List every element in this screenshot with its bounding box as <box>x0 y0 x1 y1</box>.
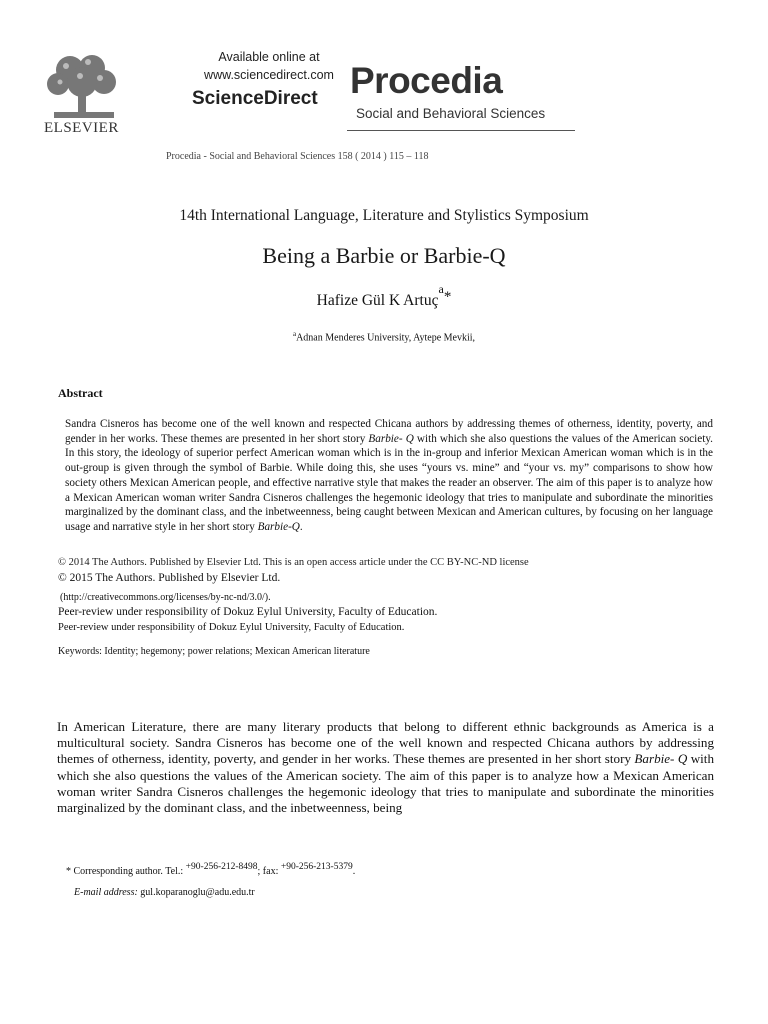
license-url-link[interactable]: (http://creativecommons.org/licenses/by-nc-nd/3.0/). <box>60 592 271 603</box>
sciencedirect-brand: ScienceDirect <box>192 88 318 109</box>
affiliation <box>0 330 768 343</box>
publisher-name: ELSEVIER <box>44 120 119 136</box>
journal-name: Procedia <box>350 60 503 101</box>
email-footnote <box>74 887 255 898</box>
peer-review-statement: Peer-review under responsibility of Dokuz Eylul University, Faculty of Education. <box>58 606 438 618</box>
abstract-heading: Abstract <box>58 386 103 400</box>
corresponding-author-footnote <box>66 862 356 877</box>
journal-subtitle: Social and Behavioral Sciences <box>356 106 546 121</box>
story-title-italic: Barbie-Q <box>257 520 300 533</box>
body-paragraph <box>57 719 714 816</box>
peer-review-statement-duplicate: Peer-review under responsibility of Dokuz Eylul University, Faculty of Education. <box>58 622 405 633</box>
affiliation-text: Adnan Menderes University, Aytepe Mevkii, <box>296 332 476 344</box>
author-line <box>0 282 768 310</box>
keywords: Keywords: Identity; hegemony; power relations; Mexican American literature <box>58 646 370 657</box>
fax-label: ; fax: <box>257 866 281 877</box>
conference-name: 14th International Language, Literature and Stylistics Symposium <box>179 207 589 224</box>
email-label: E-mail address: <box>74 887 138 898</box>
license-statement: © 2014 The Authors. Published by Elsevier Ltd. This is an open access article under the CC BY-NC-ND license <box>58 557 529 568</box>
copyright-statement: © 2015 The Authors. Published by Elsevier Ltd. <box>58 572 281 584</box>
body-text-part: In American Literature, there are many literary products that belong to different ethnic backgrounds as America is a multicultural society. Sandra Cisneros has become one of the well known and respected Chicana authors by addressing themes of otherness, identity, poverty, and gender in her works. These themes are presented in her short story <box>57 719 714 767</box>
story-title-italic: Barbie- Q <box>634 751 688 767</box>
corresponding-author-mark: * <box>443 289 452 305</box>
author-name: Hafize Gül K Artuç <box>316 292 439 309</box>
footnote-label: * Corresponding author. Tel.: <box>66 866 186 877</box>
story-title-italic: Barbie- Q <box>368 432 414 445</box>
abstract-text-part: Sandra Cisneros has become one of the well known and respected Chicana authors by addressing themes of otherness, identity, poverty, and gender in her works. These themes are presented in her short story <box>65 418 713 445</box>
journal-divider <box>347 130 575 131</box>
abstract-text <box>65 417 713 535</box>
affiliation-mark: a <box>292 330 297 338</box>
abstract-text-part: with which she also questions the values of the American society. In this story, the ideology of superior perfect American woman which is in the in-group and inferior Mexican American woman which is in the out-group is given through the symbol of Barbie. While doing this, she uses “yours vs. mine” and “your vs. my” comparisons to show how society others Mexican American people, and effective narrative style that makes the reader an observer. The aim of this paper is to analyze how a Mexican American woman writer Sandra Cisneros challenges the hegemonic ideology that tries to manipulate and subordinate the minorities marginalized by the dominant class, and the inbetweenness, being caught between Mexican and American cultures, by focusing on her language usage and narrative style in her short story <box>65 432 713 533</box>
email-address[interactable]: gul.koparanoglu@adu.edu.tr <box>140 887 255 898</box>
telephone-number: +90-256-212-8498 <box>185 862 258 872</box>
fax-number: +90-256-213-5379 <box>280 862 353 872</box>
journal-citation: Procedia - Social and Behavioral Sciences 158 ( 2014 ) 115 – 118 <box>166 151 429 162</box>
footnote-period: . <box>352 866 356 877</box>
abstract-text-part: . <box>299 520 303 533</box>
paper-title: Being a Barbie or Barbie-Q <box>262 243 506 268</box>
sciencedirect-url[interactable]: www.sciencedirect.com <box>204 68 334 82</box>
available-online-label: Available online at <box>218 50 320 64</box>
body-text-part: with which she also questions the values of the American society. The aim of this paper is to analyze how a Mexican American woman writer Sandra Cisneros challenges the hegemonic ideology that tries to manipulate and subordinate the minorities marginalized by the dominant class, and the inbetweenness, being <box>57 751 714 816</box>
author-affiliation-mark: a <box>438 282 444 296</box>
